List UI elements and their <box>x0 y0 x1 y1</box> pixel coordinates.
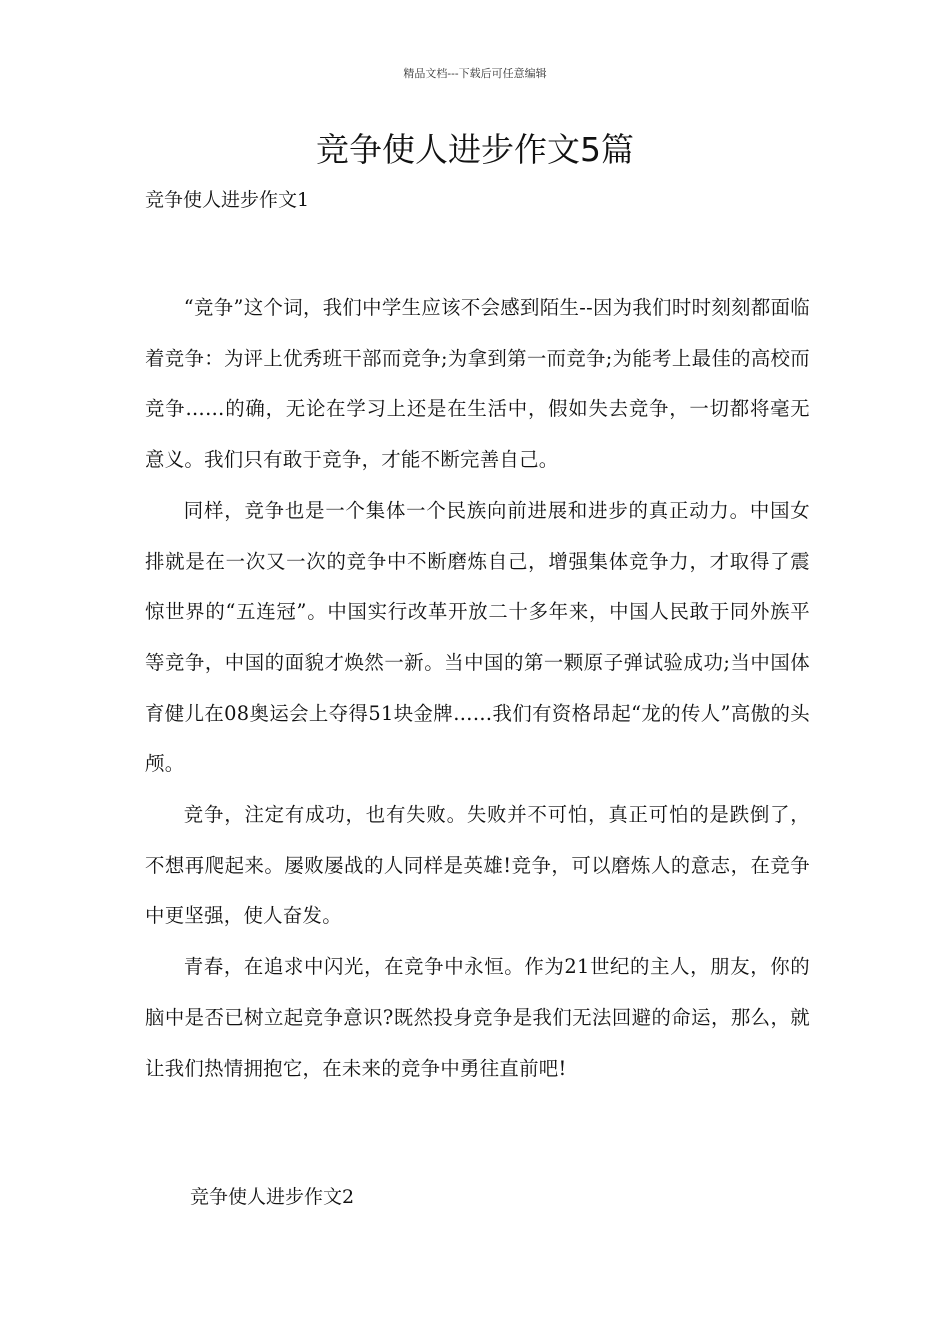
section-heading-1: 竞争使人进步作文1 <box>145 189 310 211</box>
paragraph-4: 青春，在追求中闪光，在竞争中永恒。作为21世纪的主人，朋友，你的脑中是否已树立起竞争意识?既然投身竞争是我们无法回避的命运，那么，就让我们热情拥抱它，在未来的竞争中勇往直前吧! <box>145 955 810 1080</box>
section-heading-2: 竞争使人进步作文2 <box>190 1186 355 1208</box>
page-header-note: 精品文档---下载后可任意编辑 <box>403 67 547 80</box>
paragraph-2: 同样，竞争也是一个集体一个民族向前进展和进步的真正动力。中国女排就是在一次又一次的竞争中不断磨炼自己，增强集体竞争力，才取得了震惊世界的“五连冠”。中国实行改革开放二十多年来，中国人民敢于同外族平等竞争，中国的面貌才焕然一新。当中国的第一颗原子弹试验成功;当中国体育健儿在08奥运会上夺得51块金牌……我们有资格昂起“龙的传人”高傲的头颅。 <box>145 498 810 776</box>
document-title: 竞争使人进步作文5篇 <box>316 130 634 169</box>
essay-body <box>145 283 810 1094</box>
paragraph-3: 竞争，注定有成功，也有失败。失败并不可怕，真正可怕的是跌倒了，不想再爬起来。屡败屡战的人同样是英雄!竞争，可以磨炼人的意志，在竞争中更坚强，使人奋发。 <box>145 803 810 928</box>
paragraph-1: “竞争”这个词，我们中学生应该不会感到陌生--因为我们时时刻刻都面临着竞争：为评上优秀班干部而竞争;为拿到第一而竞争;为能考上最佳的高校而竞争……的确，无论在学习上还是在生活中，假如失去竞争，一切都将毫无意义。我们只有敢于竞争，才能不断完善自己。 <box>145 296 810 472</box>
